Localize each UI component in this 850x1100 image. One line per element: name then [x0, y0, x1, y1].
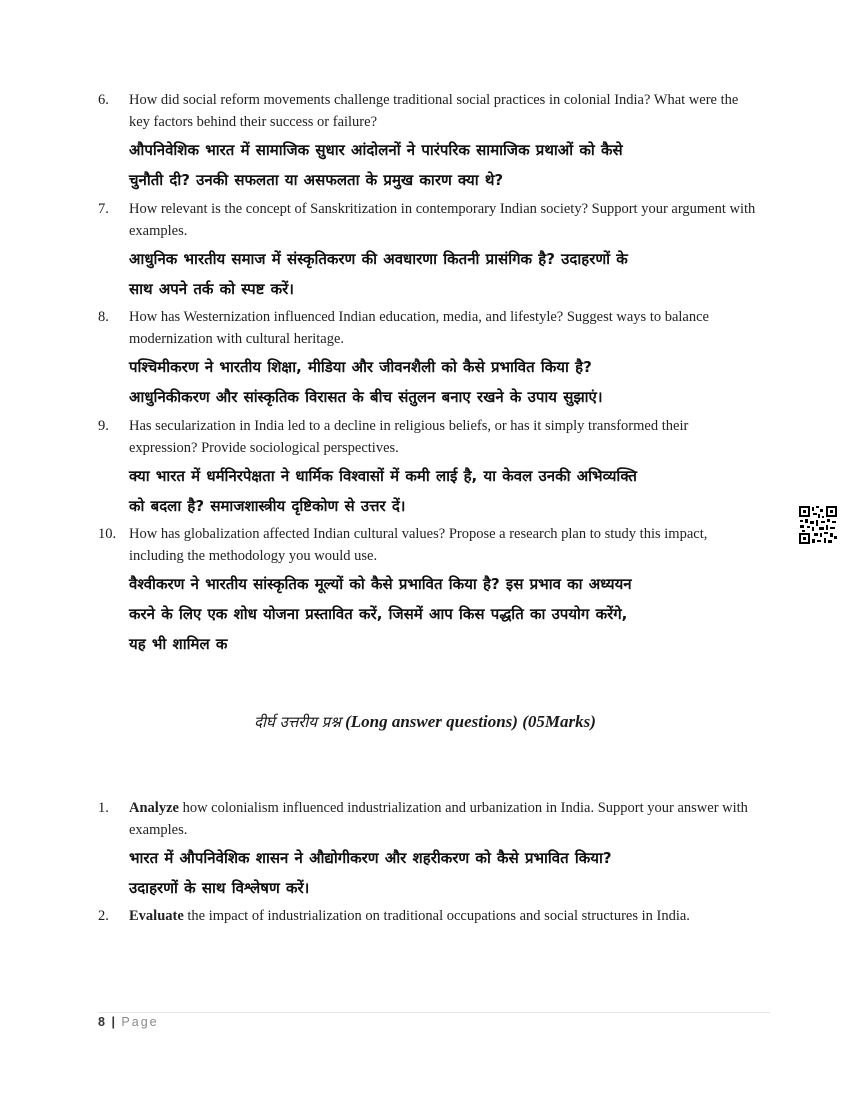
question-text-hindi: भारत में औपनिवेशिक शासन ने औद्योगीकरण और शहरीकरण को कैसे प्रभावित किया? उदाहरणों के साथ विश्लेषण करें।: [129, 849, 612, 897]
question-text-hindi: पश्चिमीकरण ने भारतीय शिक्षा, मीडिया और जीवनशैली को कैसे प्रभावित किया है? आधुनिकीकरण और सांस्कृतिक विरासत के बीच संतुलन बनाए रखने के उपाय सुझाएं।: [129, 358, 603, 406]
question-text-hindi: औपनिवेशिक भारत में सामाजिक सुधार आंदोलनों ने पारंपरिक सामाजिक प्रथाओं को कैसे चुनौती दी? उनकी सफलता या असफलता के प्रमुख कारण क्या थे?: [129, 141, 623, 189]
long-question-2: [98, 905, 758, 927]
question-7: [98, 198, 758, 304]
question-text-english: Has secularization in India led to a decline in religious beliefs, or has it simply transformed their expression? Provide sociological perspectives.: [129, 418, 689, 456]
footer-divider: [98, 1012, 770, 1013]
question-8: [98, 306, 758, 412]
question-text-english: Evaluate the impact of industrialization on traditional occupations and social structures in India.: [129, 908, 690, 924]
question-keyword: Analyze: [129, 800, 179, 816]
question-text-hindi: आधुनिक भारतीय समाज में संस्कृतिकरण की अवधारणा कितनी प्रासंगिक है? उदाहरणों के साथ अपने तर्क को स्पष्ट करें।: [129, 250, 628, 298]
question-keyword: Evaluate: [129, 908, 184, 924]
question-number: 7.: [98, 201, 109, 217]
section-heading: [0, 712, 850, 732]
question-number: 1.: [98, 800, 109, 816]
question-text-english: Analyze how colonialism influenced industrialization and urbanization in India. Support your answer with examples.: [129, 800, 748, 838]
question-9: [98, 415, 758, 521]
question-text-english: How has Westernization influenced Indian education, media, and lifestyle? Suggest ways to balance modernization with cultural heritage.: [129, 309, 709, 347]
question-text-english: How has globalization affected Indian cultural values? Propose a research plan to study this impact, including the methodology you would use.: [129, 526, 708, 564]
page-footer: [98, 1015, 159, 1029]
section-heading-english: (Long answer questions) (05Marks): [345, 712, 596, 731]
page-number: 8: [98, 1015, 105, 1029]
question-10: [98, 523, 758, 659]
question-text-english: How relevant is the concept of Sanskritization in contemporary Indian society? Support your argument with examples.: [129, 201, 756, 239]
long-question-1: [98, 797, 758, 903]
question-6: [98, 89, 758, 195]
question-number: 10.: [98, 526, 117, 542]
question-number: 8.: [98, 309, 109, 325]
qr-code-icon: [798, 505, 838, 545]
page-label: Page: [121, 1015, 159, 1029]
question-text-hindi: क्या भारत में धर्मनिरपेक्षता ने धार्मिक विश्वासों में कमी लाई है, या केवल उनकी अभिव्यक्ति को बदला है? समाजशास्त्रीय दृष्टिकोण से उत्तर दें।: [129, 467, 637, 515]
question-number: 2.: [98, 908, 109, 924]
section-heading-hindi: दीर्घ उत्तरीय प्रश्न: [254, 713, 341, 731]
question-number: 6.: [98, 92, 109, 108]
question-text-hindi: वैश्वीकरण ने भारतीय सांस्कृतिक मूल्यों को कैसे प्रभावित किया है? इस प्रभाव का अध्ययन करने के लिए एक शोध योजना प्रस्तावित करें, जिसमें आप किस पद्धति का उपयोग करेंगे, यह भी शामिल क: [129, 575, 632, 653]
question-number: 9.: [98, 418, 109, 434]
footer-separator: |: [111, 1015, 115, 1029]
question-text-english: How did social reform movements challenge traditional social practices in colonial India? What were the key factors behind their success or failure?: [129, 92, 739, 130]
